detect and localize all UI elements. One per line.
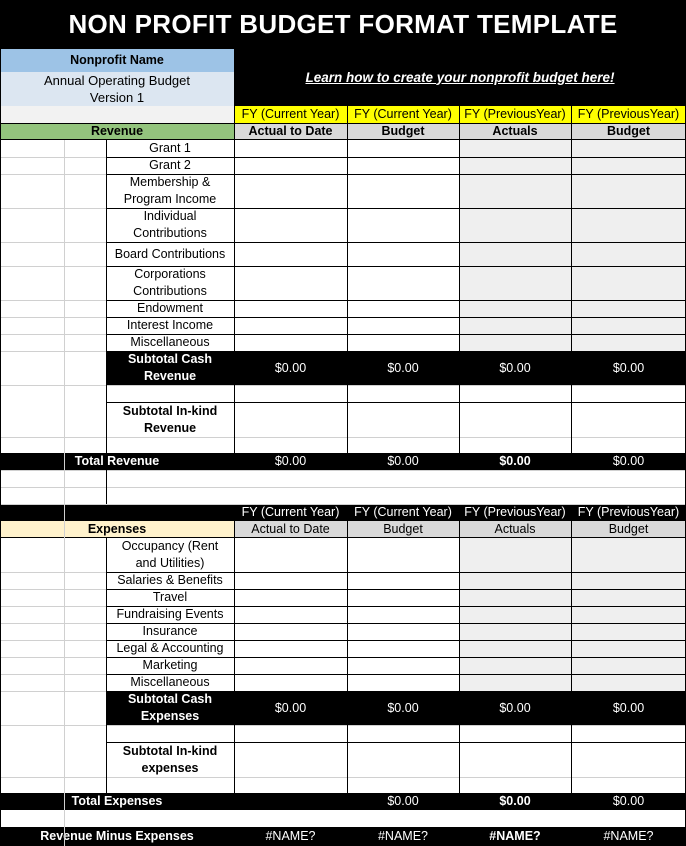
revenue-line-item-label: Interest Income	[126, 318, 214, 332]
revenue-value-cell[interactable]	[571, 334, 686, 351]
revenue-value-cell[interactable]	[234, 174, 347, 208]
revenue-value-cell[interactable]	[234, 334, 347, 351]
revenue-value-cell[interactable]	[347, 300, 459, 317]
expenses-line-item-label: Travel	[152, 590, 188, 604]
expenses-value-cell[interactable]	[234, 538, 347, 572]
revenue-value-cell[interactable]	[234, 317, 347, 334]
revenue-value-cell[interactable]	[347, 174, 459, 208]
expenses-value-cell[interactable]	[347, 572, 459, 589]
total-expenses-label: Total Expenses	[71, 794, 163, 808]
col-header: Actual to Date	[251, 521, 330, 536]
revenue-value-cell[interactable]	[347, 157, 459, 174]
subtotal-cash-revenue-value: $0.00	[387, 360, 419, 375]
revenue-line-item-label: Miscellaneous	[130, 335, 210, 349]
col-header: Actual to Date	[248, 123, 333, 138]
fy-row-spacer	[0, 106, 234, 123]
revenue-value-cell[interactable]	[459, 208, 571, 242]
revenue-line-item-label: Corporations Contributions	[133, 267, 207, 298]
total-expenses-value: $0.00	[499, 794, 531, 808]
col-header: Budget	[381, 123, 425, 138]
budget-title: Annual Operating Budget	[44, 73, 190, 88]
revenue-value-cell[interactable]	[571, 242, 686, 266]
subtotal-cash-revenue-value: $0.00	[274, 360, 307, 375]
expenses-value-cell[interactable]	[234, 657, 347, 674]
revenue-value-cell[interactable]	[234, 140, 347, 157]
expenses-value-cell[interactable]	[234, 589, 347, 606]
expenses-value-cell[interactable]	[347, 589, 459, 606]
fy-header: FY (PreviousYear)	[577, 107, 680, 121]
expenses-line-item-label: Legal & Accounting	[116, 641, 224, 655]
subtotal-cash-revenue-value: $0.00	[612, 360, 645, 375]
subtotal-inkind-expenses-label: Subtotal In-kind expenses	[122, 743, 218, 775]
fy-header: FY (Current Year)	[354, 107, 452, 121]
expenses-value-cell[interactable]	[459, 606, 571, 623]
inkind-expenses-value[interactable]	[571, 742, 686, 777]
fy-header: FY (PreviousYear)	[464, 107, 566, 121]
expenses-value-cell[interactable]	[347, 674, 459, 691]
total-revenue-value: $0.00	[387, 454, 419, 468]
total-revenue-value: $0.00	[499, 454, 531, 468]
revenue-value-cell[interactable]	[459, 317, 571, 334]
expenses-value-cell[interactable]	[347, 606, 459, 623]
subtotal-cash-expenses-value: $0.00	[499, 700, 531, 715]
subtotal-cash-expenses-value: $0.00	[612, 700, 645, 715]
expenses-line-item-label: Miscellaneous	[130, 675, 210, 689]
expenses-value-cell[interactable]	[571, 640, 686, 657]
revenue-value-cell[interactable]	[347, 334, 459, 351]
expenses-value-cell[interactable]	[571, 674, 686, 691]
revenue-line-item-label: Membership & Program Income	[123, 175, 217, 206]
expenses-value-cell[interactable]	[347, 640, 459, 657]
net-value: #NAME?	[377, 829, 429, 843]
revenue-section-label: Revenue	[90, 123, 144, 138]
revenue-value-cell[interactable]	[459, 157, 571, 174]
revenue-value-cell[interactable]	[459, 266, 571, 300]
expenses-value-cell[interactable]	[234, 606, 347, 623]
org-name[interactable]: Nonprofit Name	[70, 52, 164, 67]
revenue-value-cell[interactable]	[234, 208, 347, 242]
expenses-line-item-label: Salaries & Benefits	[117, 573, 223, 587]
expenses-line-item-label: Fundraising Events	[116, 607, 224, 621]
expenses-value-cell[interactable]	[234, 674, 347, 691]
revenue-value-cell[interactable]	[571, 140, 686, 157]
col-header: Budget	[606, 123, 651, 138]
fy-header: FY (Current Year)	[241, 107, 340, 121]
revenue-line-item-label: Board Contributions	[114, 246, 226, 261]
expenses-value-cell[interactable]	[234, 572, 347, 589]
revenue-value-cell[interactable]	[571, 208, 686, 242]
revenue-value-cell[interactable]	[234, 300, 347, 317]
subtotal-inkind-revenue-label: Subtotal In-kind Revenue	[122, 403, 218, 435]
revenue-line-item-label: Individual Contributions	[133, 209, 207, 240]
revenue-value-cell[interactable]	[459, 140, 571, 157]
revenue-value-cell[interactable]	[347, 266, 459, 300]
version-label: Version 1	[89, 90, 145, 105]
expenses-value-cell[interactable]	[459, 572, 571, 589]
expenses-line-item-label: Insurance	[142, 624, 198, 638]
subtotal-cash-revenue-label: Subtotal Cash Revenue	[127, 352, 213, 383]
expenses-value-cell[interactable]	[459, 674, 571, 691]
revenue-value-cell[interactable]	[571, 300, 686, 317]
revenue-line-item-label: Grant 2	[149, 158, 191, 172]
expenses-value-cell[interactable]	[459, 623, 571, 640]
total-expenses-value	[234, 793, 347, 810]
revenue-value-cell[interactable]	[347, 317, 459, 334]
fy-header: FY (PreviousYear)	[464, 505, 566, 519]
revenue-value-cell[interactable]	[234, 157, 347, 174]
subtotal-cash-revenue-value: $0.00	[499, 360, 531, 375]
expenses-line-item-label: Marketing	[142, 658, 198, 672]
inkind-revenue-value[interactable]	[571, 402, 686, 437]
revenue-value-cell[interactable]	[347, 140, 459, 157]
revenue-value-cell[interactable]	[571, 266, 686, 300]
col-header: Actuals	[494, 521, 536, 536]
revenue-line-item-label: Endowment	[136, 301, 203, 315]
expenses-section-label: Expenses	[87, 521, 147, 536]
expenses-value-cell[interactable]	[347, 657, 459, 674]
fy-header: FY (PreviousYear)	[577, 505, 680, 519]
expenses-line-item-label: Occupancy (Rent and Utilities)	[121, 539, 219, 570]
inkind-expenses-value[interactable]	[459, 742, 571, 777]
revenue-value-cell[interactable]	[459, 242, 571, 266]
revenue-value-cell[interactable]	[347, 208, 459, 242]
col-header: Budget	[608, 521, 649, 536]
revenue-value-cell[interactable]	[459, 300, 571, 317]
net-value: #NAME?	[489, 829, 541, 843]
revenue-minus-expenses-label: Revenue Minus Expenses	[40, 829, 194, 843]
subtotal-cash-expenses-label: Subtotal Cash Expenses	[127, 692, 213, 723]
revenue-value-cell[interactable]	[571, 174, 686, 208]
expenses-value-cell[interactable]	[571, 623, 686, 640]
total-revenue-value: $0.00	[612, 454, 645, 468]
net-value: #NAME?	[603, 829, 654, 843]
expenses-value-cell[interactable]	[347, 538, 459, 572]
revenue-value-cell[interactable]	[459, 174, 571, 208]
col-header: Budget	[383, 521, 423, 536]
inkind-revenue-value[interactable]	[234, 402, 347, 437]
expenses-value-cell[interactable]	[459, 589, 571, 606]
expenses-value-cell[interactable]	[459, 640, 571, 657]
expenses-value-cell[interactable]	[234, 623, 347, 640]
subtotal-cash-expenses-value: $0.00	[274, 700, 307, 715]
revenue-value-cell[interactable]	[459, 334, 571, 351]
inkind-revenue-value[interactable]	[459, 402, 571, 437]
expenses-value-cell[interactable]	[459, 538, 571, 572]
learn-budget-link[interactable]: Learn how to create your nonprofit budget here!	[305, 69, 615, 85]
inkind-revenue-value[interactable]	[347, 402, 459, 437]
revenue-value-cell[interactable]	[347, 242, 459, 266]
expenses-value-cell[interactable]	[571, 657, 686, 674]
subtotal-cash-expenses-value: $0.00	[387, 700, 419, 715]
revenue-value-cell[interactable]	[571, 317, 686, 334]
col-header: Actuals	[492, 123, 538, 138]
expenses-value-cell[interactable]	[571, 572, 686, 589]
total-revenue-label: Total Revenue	[74, 454, 160, 468]
fy-header: FY (Current Year)	[354, 505, 452, 519]
expenses-value-cell[interactable]	[571, 606, 686, 623]
revenue-line-item-label: Grant 1	[149, 141, 191, 155]
expenses-value-cell[interactable]	[234, 640, 347, 657]
expenses-value-cell[interactable]	[571, 538, 686, 572]
revenue-value-cell[interactable]	[571, 157, 686, 174]
total-revenue-value: $0.00	[274, 454, 307, 468]
total-expenses-value: $0.00	[612, 794, 645, 808]
inkind-expenses-value[interactable]	[347, 742, 459, 777]
revenue-value-cell[interactable]	[234, 242, 347, 266]
inkind-expenses-value[interactable]	[234, 742, 347, 777]
revenue-value-cell[interactable]	[234, 266, 347, 300]
total-expenses-value: $0.00	[387, 794, 419, 808]
expenses-value-cell[interactable]	[347, 623, 459, 640]
fy-header: FY (Current Year)	[241, 505, 340, 519]
net-value: #NAME?	[265, 829, 316, 843]
expenses-value-cell[interactable]	[571, 589, 686, 606]
page-title: NON PROFIT BUDGET FORMAT TEMPLATE	[68, 8, 618, 39]
expenses-value-cell[interactable]	[459, 657, 571, 674]
